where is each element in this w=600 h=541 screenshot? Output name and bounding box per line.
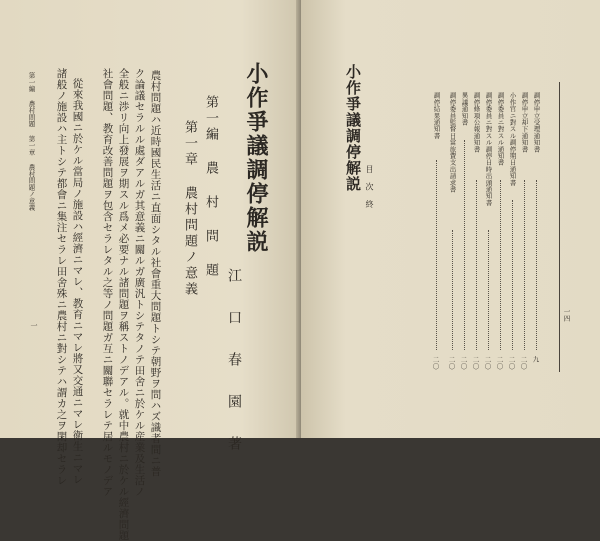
toc-entry-page: 二〇 <box>495 356 504 370</box>
toc-entry-label: 調停結果通知書 <box>432 92 441 139</box>
toc-entry-label: 異議通知書 <box>460 92 469 126</box>
toc-leader <box>464 140 465 350</box>
toc-entry-page: 二〇 <box>471 356 480 370</box>
toc-leader <box>488 230 489 350</box>
toc-leader <box>500 180 501 350</box>
toc-entry-page: 二〇 <box>483 356 492 370</box>
part-heading: 第一編 農 村 問 題 <box>203 95 218 279</box>
toc-entry-page: 二〇 <box>459 356 468 370</box>
page-number: 一 <box>30 322 38 330</box>
toc-entry-page: 二〇 <box>431 356 440 370</box>
toc-entry-page: 九 <box>531 356 540 363</box>
body-column: 從來我國ニ於ケル當局ノ施設ハ經濟ニマレ、教育ニマレ將又交通ニマレ衛生ニマレ <box>71 78 84 485</box>
body-column: 農村問題ハ近時國民生活ニ直面シタル社會重大問題トシテ朝野ヲ問ハズ識者間ニ普 <box>149 70 162 477</box>
toc-entry-label: 調停申立受理通知書 <box>532 92 541 153</box>
toc-entry-page: 二〇 <box>507 356 516 370</box>
toc-leader <box>476 180 477 350</box>
toc-range-label: 一四 <box>562 308 571 322</box>
body-column: ク論議セラルル處ダアルガ其意義ニ關ルガ廣汎トシテタノテ田舍ニ於ケル産業及生活ノ <box>133 68 146 497</box>
toc-bracket-rule <box>559 82 560 372</box>
toc-entry-label: 小作官ニ對スル調停期日通知書 <box>508 92 517 186</box>
toc-entry-label: 調停委員ニ對スル調停日時出頭通知書 <box>484 92 493 206</box>
chapter-heading: 第一章 農村問題ノ意義 <box>182 120 197 298</box>
toc-entry-page: 二〇 <box>519 356 528 370</box>
toc-leader <box>452 230 453 350</box>
toc-entry-label: 調停委員監督日當旅費支出請求書 <box>448 92 457 193</box>
toc-leader <box>436 160 437 350</box>
running-header: 第一編 農村問題 第一章 農村問題ノ意義 <box>27 72 36 211</box>
toc-title: 小作爭議調停解説 <box>344 64 362 192</box>
book-title: 小作爭議調停解説 <box>243 62 269 254</box>
body-column: 社會問題、教育改善問題ヲ包含セラレタル之等ノ問題ガ互ニ關聯セラレテ居ルモノデア <box>101 68 114 497</box>
right-page <box>301 0 600 438</box>
toc-entry-page: 二〇 <box>447 356 456 370</box>
toc-entry-label: 調停申立却下通知書 <box>520 92 529 153</box>
toc-entry-label: 調停條項公報通知書 <box>472 92 481 153</box>
author-name: 江 口 春 園 著 <box>226 268 242 456</box>
body-column: 諸般ノ施設ハ主トシテ都會ニ集注セラレ田舍殊ニ農村ニ對シテハ謂カ之ヲ閑却セラレ <box>55 68 68 486</box>
toc-end-label: 目 次 終 <box>365 165 374 209</box>
toc-leader <box>524 180 525 350</box>
toc-entry-label: 調停委員ニ對スル通知書 <box>496 92 505 166</box>
toc-leader <box>536 180 537 350</box>
body-column: 全般ニ渉リ向上發展ヲ期スル爲メ必要ナル諸問題ヲ稱ストノデアル。就中農村ニ於ケル經濟問題 <box>117 68 130 541</box>
toc-leader <box>512 200 513 350</box>
